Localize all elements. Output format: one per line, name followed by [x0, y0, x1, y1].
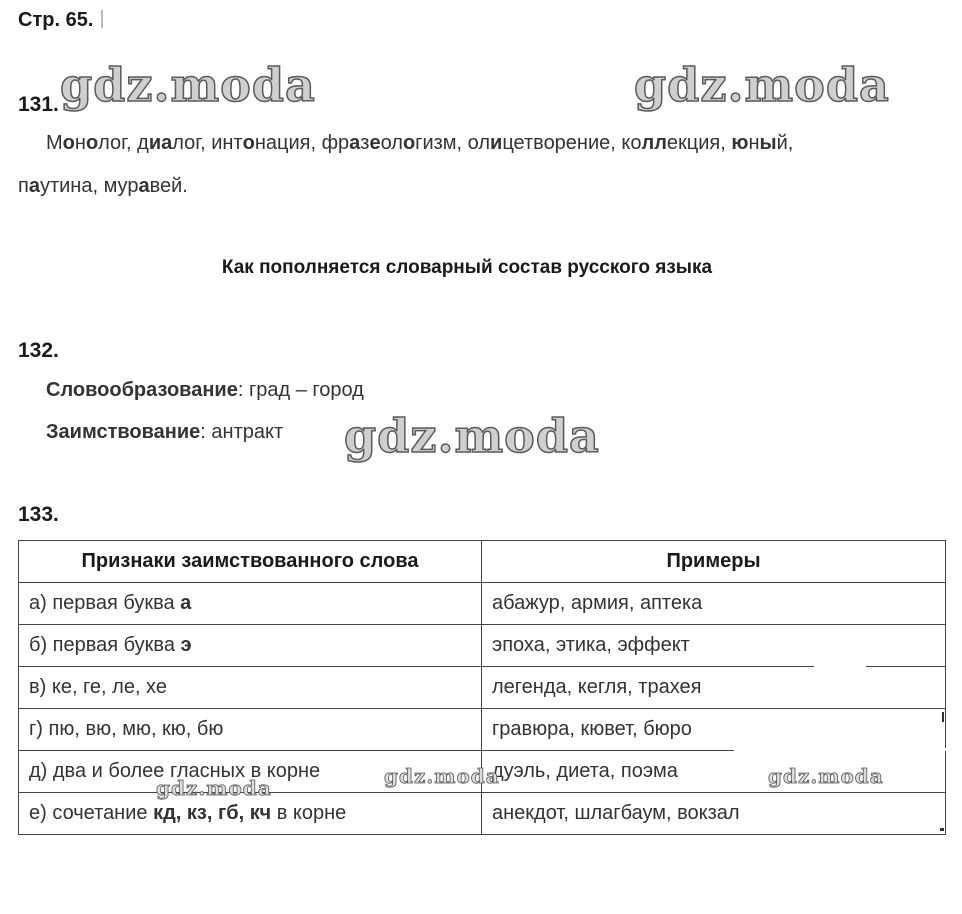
- examples-cell: гравюра, кювет, бюро: [482, 709, 946, 751]
- examples-cell: легенда, кегля, трахея: [482, 667, 946, 709]
- bold-fragment: а: [349, 132, 361, 154]
- bold-fragment: а: [28, 175, 40, 197]
- bold-fragment: и: [490, 132, 503, 154]
- bold-fragment: ы: [759, 132, 777, 154]
- exercise-132-line-1: [46, 379, 364, 402]
- section-title: Как пополняется словарный состав русского языка: [221, 257, 713, 278]
- term-borrowing: Заимствование: [46, 421, 201, 443]
- bold-fragment: кд, кз, гб, кч: [153, 802, 272, 824]
- feature-cell: [19, 667, 482, 709]
- text-fragment: е) сочетание: [29, 802, 154, 824]
- text-fragment: б) первая буква: [29, 634, 181, 656]
- text-fragment: н: [748, 132, 760, 154]
- text-fragment: утина, мур: [39, 175, 139, 197]
- text-fragment: лог, инт: [172, 132, 243, 154]
- exercise-131-number: 131.: [18, 93, 59, 116]
- borrowing-example: : антракт: [200, 421, 284, 443]
- text-fragment: д) два и более гласных в корне: [29, 760, 321, 782]
- table-row: [19, 583, 946, 625]
- text-fragment: нация, фр: [254, 132, 350, 154]
- bold-fragment: е: [369, 132, 381, 154]
- text-fragment: лог, д: [98, 132, 149, 154]
- table-header-row: [19, 541, 946, 583]
- word-formation-example: : град – город: [237, 379, 364, 401]
- watermark-logo: gdz.moda: [344, 409, 600, 463]
- table-row: [19, 709, 946, 751]
- header-mark: [101, 10, 103, 28]
- bold-fragment: иа: [148, 132, 173, 154]
- scan-line: [482, 834, 750, 835]
- text-fragment: цетворение, ко: [502, 132, 642, 154]
- text-fragment: в) ке, ге, ле, хе: [29, 676, 167, 698]
- scan-mark: [940, 828, 944, 831]
- scan-gap: [814, 664, 866, 668]
- page-header: Стр. 65.: [18, 9, 103, 32]
- feature-cell: [19, 583, 482, 625]
- table-row: [19, 667, 946, 709]
- watermark-logo: gdz.moda: [60, 58, 316, 112]
- text-fragment: вей.: [149, 175, 188, 197]
- text-fragment: в корне: [271, 802, 347, 824]
- bold-fragment: о: [62, 132, 75, 154]
- text-fragment: й,: [776, 132, 794, 154]
- feature-cell: [19, 625, 482, 667]
- text-fragment: ол: [380, 132, 403, 154]
- text-fragment: п: [18, 175, 29, 197]
- watermark-logo: gdz.moda: [384, 764, 500, 788]
- term-word-formation: Словообразование: [46, 379, 238, 401]
- bold-fragment: э: [180, 634, 192, 656]
- watermark-logo: gdz.moda: [634, 58, 890, 112]
- exercise-131-line-1: [46, 132, 793, 155]
- feature-cell: [19, 709, 482, 751]
- scan-mark: [942, 712, 944, 722]
- table-row: [19, 625, 946, 667]
- watermark-logo: gdz.moda: [768, 764, 884, 788]
- text-fragment: г) пю, вю, мю, кю, бю: [29, 718, 224, 740]
- exercise-131-line-2: [18, 175, 188, 198]
- scan-gap: [734, 748, 948, 751]
- text-fragment: а) первая буква: [29, 592, 181, 614]
- bold-fragment: ю: [731, 132, 749, 154]
- watermark-logo: gdz.moda: [156, 776, 272, 800]
- examples-cell: эпоха, этика, эффект: [482, 625, 946, 667]
- text-fragment: н: [74, 132, 86, 154]
- text-fragment: М: [46, 132, 63, 154]
- bold-fragment: о: [242, 132, 255, 154]
- bold-fragment: о: [402, 132, 416, 154]
- scan-line: [220, 834, 482, 835]
- column-header-examples: Примеры: [482, 541, 946, 583]
- column-header-features: Признаки заимствованного слова: [19, 541, 482, 583]
- bold-fragment: лл: [641, 132, 667, 154]
- exercise-132-line-2: [46, 421, 283, 444]
- exercise-133-number: 133.: [18, 503, 59, 526]
- examples-cell: дуэль, диета, поэма: [482, 751, 946, 793]
- text-fragment: гизм, ол: [415, 132, 491, 154]
- examples-cell: анекдот, шлагбаум, вокзал: [482, 793, 946, 835]
- bold-fragment: а: [180, 592, 192, 614]
- bold-fragment: о: [85, 132, 99, 154]
- examples-cell: абажур, армия, аптека: [482, 583, 946, 625]
- text-fragment: з: [360, 132, 370, 154]
- text-fragment: екция,: [666, 132, 732, 154]
- exercise-132-number: 132.: [18, 339, 59, 362]
- bold-fragment: а: [138, 175, 150, 197]
